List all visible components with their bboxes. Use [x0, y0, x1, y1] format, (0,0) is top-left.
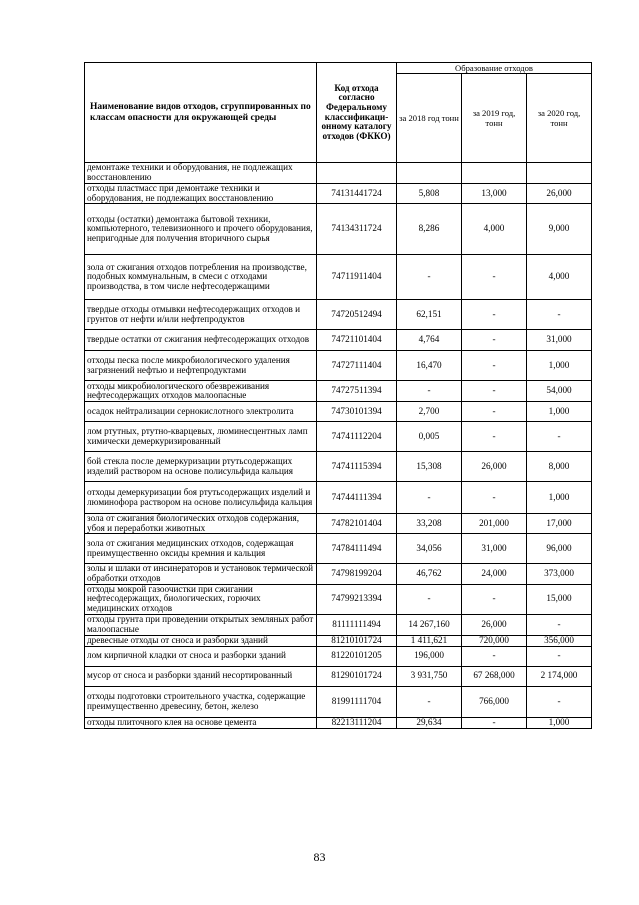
value-2019-cell: -: [462, 330, 527, 351]
value-2019-cell: -: [462, 351, 527, 381]
value-2018-cell: [397, 163, 462, 184]
table-row: [85, 452, 592, 482]
value-2020-cell: -: [527, 422, 592, 452]
table-row: [85, 635, 592, 646]
value-2020-cell: -: [527, 686, 592, 717]
waste-name-cell: мусор от сноса и разборки зданий несортированный: [85, 666, 317, 686]
value-2019-cell: 26,000: [462, 452, 527, 482]
value-2020-cell: 1,000: [527, 402, 592, 422]
table-row: [85, 381, 592, 402]
value-2018-cell: 34,056: [397, 534, 462, 564]
waste-name-cell: лом ртутных, ртутно-кварцевых, люминесцентных ламп химически демеркуризированный: [85, 422, 317, 452]
value-2018-cell: 15,308: [397, 452, 462, 482]
value-2019-cell: 4,000: [462, 204, 527, 255]
waste-name-cell: отходы демеркуризации боя ртутьсодержащих изделий и люминофора раствором на основе полисульфида кальция: [85, 482, 317, 514]
waste-name-cell: отходы мокрой газоочистки при сжигании нефтесодержащих, биологических, горючих медицинских отходов: [85, 584, 317, 614]
waste-code-cell: 81290101724: [317, 666, 397, 686]
waste-name-cell: отходы плиточного клея на основе цемента: [85, 717, 317, 728]
waste-name-cell: отходы микробиологического обезвреживания нефтесодержащих отходов малоопасные: [85, 381, 317, 402]
waste-name-cell: отходы (остатки) демонтажа бытовой техники, компьютерного, телевизионного и прочего оборудования, непригодные для получения вторичного сырья: [85, 204, 317, 255]
waste-code-cell: 74730101394: [317, 402, 397, 422]
waste-code-cell: 74798199204: [317, 564, 397, 584]
value-2018-cell: 1 411,621: [397, 635, 462, 646]
value-2018-cell: -: [397, 686, 462, 717]
value-2020-cell: 373,000: [527, 564, 592, 584]
table-row: [85, 402, 592, 422]
value-2020-cell: -: [527, 614, 592, 635]
waste-name-cell: твердые остатки от сжигания нефтесодержащих отходов: [85, 330, 317, 351]
waste-code-cell: 74727511394: [317, 381, 397, 402]
waste-code-cell: 74784111494: [317, 534, 397, 564]
value-2020-cell: 96,000: [527, 534, 592, 564]
value-2019-cell: -: [462, 381, 527, 402]
value-2018-cell: -: [397, 381, 462, 402]
waste-name-cell: зола от сжигания биологических отходов содержания, убоя и переработки животных: [85, 514, 317, 534]
value-2020-cell: 1,000: [527, 717, 592, 728]
value-2019-cell: -: [462, 717, 527, 728]
table-row: [85, 204, 592, 255]
waste-code-cell: 74799213394: [317, 584, 397, 614]
waste-code-cell: 74727111404: [317, 351, 397, 381]
value-2018-cell: 14 267,160: [397, 614, 462, 635]
waste-name-cell: твердые отходы отмывки нефтесодержащих отходов и грунтов от нефти и/или нефтепродуктов: [85, 300, 317, 330]
waste-name-cell: осадок нейтрализации сернокислотного электролита: [85, 402, 317, 422]
value-2019-cell: -: [462, 255, 527, 300]
value-2019-cell: -: [462, 584, 527, 614]
waste-code-cell: 82213111204: [317, 717, 397, 728]
table-row: [85, 534, 592, 564]
waste-table: [84, 62, 592, 729]
value-2018-cell: -: [397, 482, 462, 514]
value-2019-cell: 67 268,000: [462, 666, 527, 686]
waste-code-cell: [317, 163, 397, 184]
waste-code-cell: 74134311724: [317, 204, 397, 255]
value-2018-cell: 46,762: [397, 564, 462, 584]
value-2019-cell: 24,000: [462, 564, 527, 584]
table-row: [85, 482, 592, 514]
value-2019-cell: -: [462, 482, 527, 514]
value-2020-cell: 1,000: [527, 351, 592, 381]
value-2020-cell: 31,000: [527, 330, 592, 351]
waste-code-cell: 74720512494: [317, 300, 397, 330]
value-2019-cell: 31,000: [462, 534, 527, 564]
table-row: [85, 564, 592, 584]
waste-name-cell: лом кирпичной кладки от сноса и разборки зданий: [85, 646, 317, 666]
page-number: 83: [313, 850, 326, 864]
waste-name-cell: древесные отходы от сноса и разборки зданий: [85, 635, 317, 646]
header-name: Наименование видов отходов, сгруппированных по классам опасности для окружающей среды: [85, 63, 317, 163]
waste-name-cell: золы и шлаки от инсинераторов и установок термической обработки отходов: [85, 564, 317, 584]
waste-name-cell: отходы подготовки строительного участка, содержащие преимущественно древесину, бетон, железо: [85, 686, 317, 717]
value-2018-cell: 3 931,750: [397, 666, 462, 686]
waste-code-cell: 74711911404: [317, 255, 397, 300]
waste-code-cell: 74131441724: [317, 184, 397, 204]
value-2019-cell: 720,000: [462, 635, 527, 646]
table-row: [85, 584, 592, 614]
value-2019-cell: 13,000: [462, 184, 527, 204]
table-row: [85, 717, 592, 728]
value-2019-cell: 26,000: [462, 614, 527, 635]
table-row: [85, 646, 592, 666]
value-2018-cell: 29,634: [397, 717, 462, 728]
value-2018-cell: 62,151: [397, 300, 462, 330]
value-2019-cell: 201,000: [462, 514, 527, 534]
table-row: [85, 514, 592, 534]
value-2020-cell: -: [527, 300, 592, 330]
value-2020-cell: 15,000: [527, 584, 592, 614]
waste-code-cell: 74721101404: [317, 330, 397, 351]
header-2018: за 2018 год тонн: [397, 74, 462, 163]
table-row: [85, 614, 592, 635]
value-2020-cell: 4,000: [527, 255, 592, 300]
waste-name-cell: отходы грунта при проведении открытых земляных работ малоопасные: [85, 614, 317, 635]
waste-code-cell: 81991111704: [317, 686, 397, 717]
value-2020-cell: 356,000: [527, 635, 592, 646]
value-2019-cell: 766,000: [462, 686, 527, 717]
value-2020-cell: -: [527, 646, 592, 666]
value-2018-cell: 196,000: [397, 646, 462, 666]
value-2020-cell: 9,000: [527, 204, 592, 255]
table-row: [85, 255, 592, 300]
header-code: Код отхода согласно Федеральному классификаци-онному каталогу отходов (ФККО): [317, 63, 397, 163]
waste-name-cell: отходы пластмасс при демонтаже техники и оборудования, не подлежащих восстановлению: [85, 184, 317, 204]
value-2020-cell: 26,000: [527, 184, 592, 204]
value-2019-cell: -: [462, 300, 527, 330]
waste-code-cell: 74741112204: [317, 422, 397, 452]
waste-name-cell: бой стекла после демеркуризации ртутьсодержащих изделий раствором на основе полисульфида кальция: [85, 452, 317, 482]
value-2019-cell: [462, 163, 527, 184]
value-2018-cell: 8,286: [397, 204, 462, 255]
header-2020: за 2020 год, тонн: [527, 74, 592, 163]
waste-name-cell: демонтаже техники и оборудования, не подлежащих восстановлению: [85, 163, 317, 184]
waste-code-cell: 74741115394: [317, 452, 397, 482]
table-row: [85, 184, 592, 204]
waste-code-cell: 81111111494: [317, 614, 397, 635]
value-2020-cell: [527, 163, 592, 184]
value-2018-cell: 2,700: [397, 402, 462, 422]
value-2019-cell: -: [462, 422, 527, 452]
header-row-1: [85, 63, 592, 74]
table-row: [85, 300, 592, 330]
waste-name-cell: зола от сжигания отходов потребления на производстве, подобных коммунальным, в смеси с отходами производства, в том числе нефтесодержащими: [85, 255, 317, 300]
value-2018-cell: 0,005: [397, 422, 462, 452]
value-2020-cell: 2 174,000: [527, 666, 592, 686]
header-2019: за 2019 год, тонн: [462, 74, 527, 163]
table-row: [85, 422, 592, 452]
waste-code-cell: 74744111394: [317, 482, 397, 514]
value-2018-cell: 33,208: [397, 514, 462, 534]
waste-code-cell: 81210101724: [317, 635, 397, 646]
waste-name-cell: зола от сжигания медицинских отходов, содержащая преимущественно оксиды кремния и кальция: [85, 534, 317, 564]
waste-code-cell: 74782101404: [317, 514, 397, 534]
header-group: Образование отходов: [397, 63, 592, 74]
value-2020-cell: 1,000: [527, 482, 592, 514]
value-2020-cell: 54,000: [527, 381, 592, 402]
table-row: [85, 351, 592, 381]
waste-code-cell: 81220101205: [317, 646, 397, 666]
value-2019-cell: -: [462, 646, 527, 666]
waste-name-cell: отходы песка после микробиологического удаления загрязнений нефтью и нефтепродуктами: [85, 351, 317, 381]
value-2018-cell: -: [397, 584, 462, 614]
table-row: [85, 666, 592, 686]
value-2018-cell: 5,808: [397, 184, 462, 204]
table-row: [85, 686, 592, 717]
value-2018-cell: -: [397, 255, 462, 300]
value-2020-cell: 17,000: [527, 514, 592, 534]
value-2018-cell: 16,470: [397, 351, 462, 381]
value-2020-cell: 8,000: [527, 452, 592, 482]
table-body: [85, 163, 592, 729]
value-2019-cell: -: [462, 402, 527, 422]
value-2018-cell: 4,764: [397, 330, 462, 351]
table-row: [85, 163, 592, 184]
table-row: [85, 330, 592, 351]
